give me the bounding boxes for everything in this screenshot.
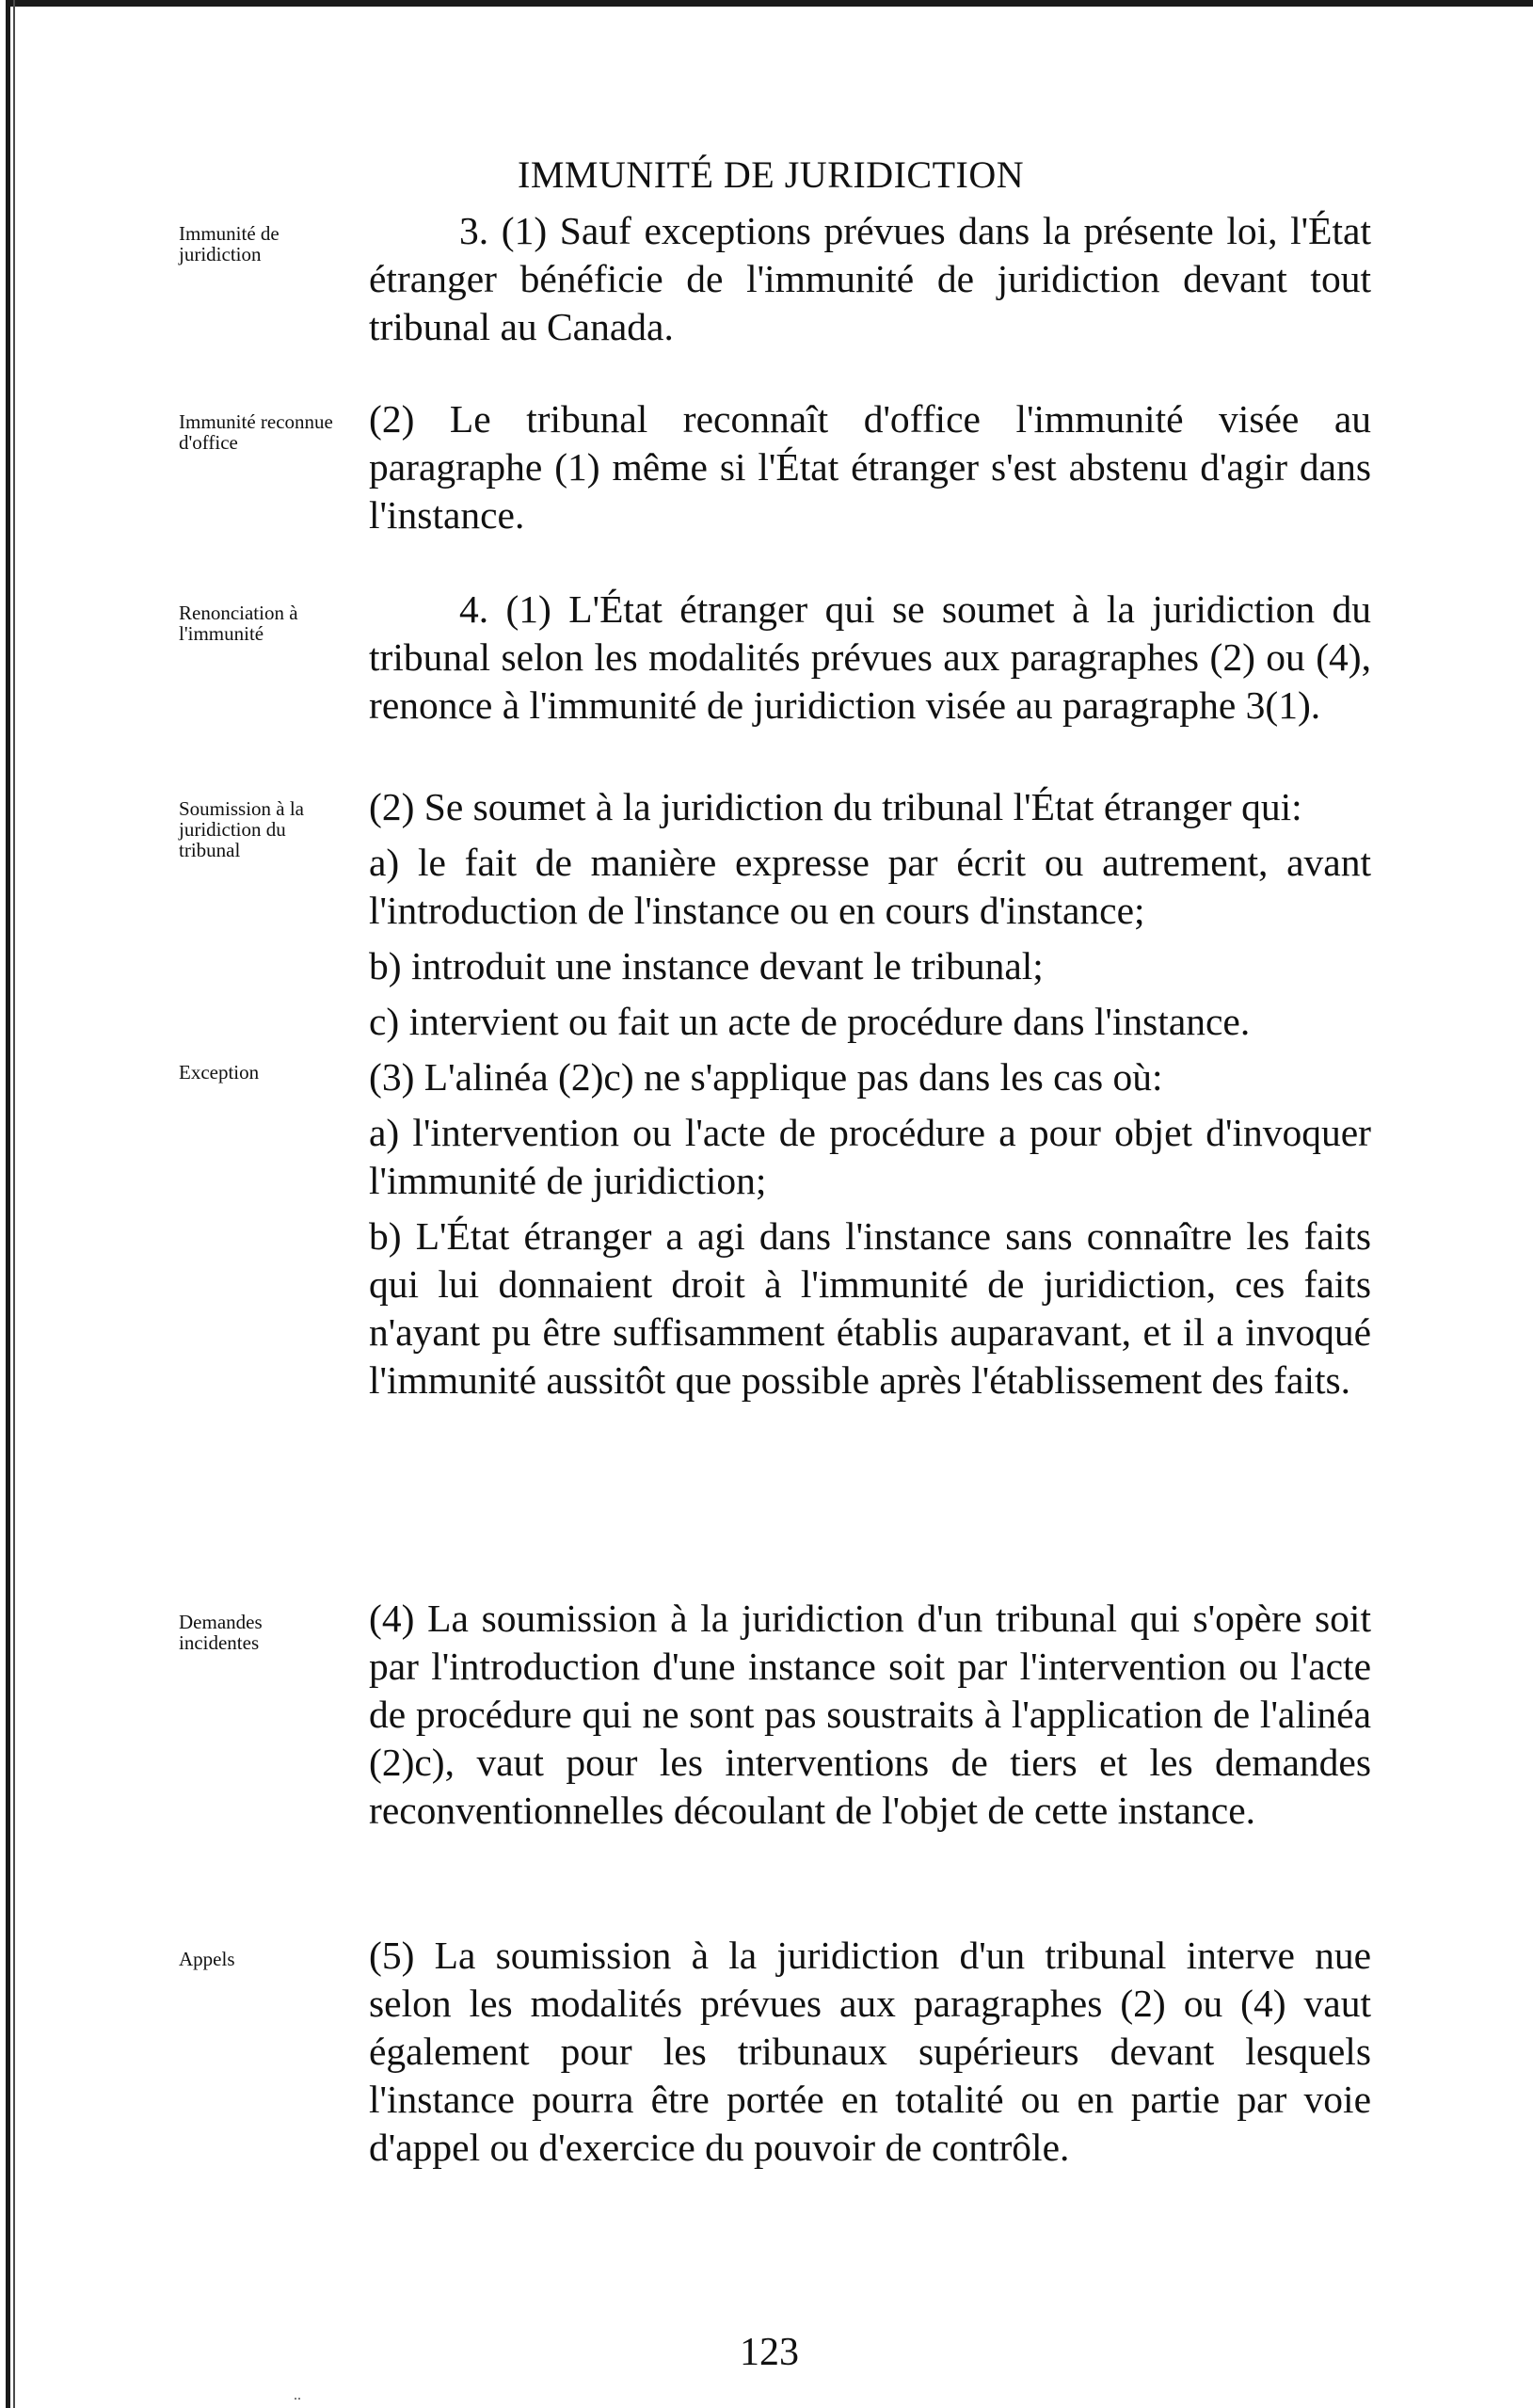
margin-note-soumission: Soumission à la juridiction du tribunal (179, 797, 305, 862)
paragraph-3-2: (2) Le tribunal reconnaît d'office l'immunité visée au paragraphe (1) même si l'État étranger s'est abstenu d'agir dans l'instance. (369, 397, 1371, 537)
section-3-1 (369, 207, 1371, 351)
margin-note-immunite-reconnue: Immunité reconnue d'office (179, 410, 333, 455)
page-number: 123 (740, 2331, 799, 2374)
paragraph-4-2-a: a) le fait de manière expresse par écrit ou autrement, avant l'introduction de l'instance ou en cours d'instance; (369, 841, 1371, 932)
section-3-2 (369, 395, 1371, 539)
margin-note-demandes-incidentes: Demandes incidentes (179, 1611, 263, 1655)
print-speck: .. (294, 2387, 301, 2403)
paragraph-4-4: (4) La soumission à la juridiction d'un tribunal qui s'opère soit par l'introduction d'une instance soit par l'intervention ou l'acte de procédure qui ne sont pas soustraits à l'application de l'alinéa (2)c), vaut pour les interventions de tiers et les demandes reconventionnelles découlant de l'objet de cette instance. (369, 1597, 1371, 1832)
top-border-line (9, 0, 1533, 7)
section-4-1 (369, 586, 1371, 730)
paragraph-4-3-a: a) l'intervention ou l'acte de procédure a pour objet d'invoquer l'immunité de juridiction; (369, 1111, 1371, 1202)
margin-note-exception: Exception (179, 1061, 260, 1084)
paragraph-4-1: 4. (1) L'État étranger qui se soumet à la juridiction du tribunal selon les modalités prévues aux paragraphes (2) ou (4), renonce à l'immunité de juridiction visée au paragraphe 3(1). (369, 587, 1371, 727)
paragraph-4-2: (2) Se soumet à la juridiction du tribunal l'État étranger qui: (369, 785, 1302, 828)
left-binding-edge-inner (13, 0, 15, 2408)
paragraph-3-1: 3. (1) Sauf exceptions prévues dans la présente loi, l'État étranger bénéficie de l'immunité de juridiction devant tout tribunal au Canada. (369, 209, 1371, 348)
margin-note-immunite-de-juridiction: Immunité de juridiction (179, 222, 279, 266)
paragraph-4-2-c: c) intervient ou fait un acte de procédure dans l'instance. (369, 1000, 1251, 1043)
left-binding-edge (6, 0, 10, 2408)
section-4-4 (369, 1595, 1371, 1835)
page-heading: IMMUNITÉ DE JURIDICTION (518, 153, 1025, 196)
paragraph-4-2-b: b) introduit une instance devant le tribunal; (369, 944, 1044, 987)
section-4-5 (369, 1932, 1371, 2172)
section-4-2-to-4-3 (369, 783, 1371, 1405)
paragraph-4-3: (3) L'alinéa (2)c) ne s'applique pas dans les cas où: (369, 1055, 1163, 1099)
paragraph-4-3-b: b) L'État étranger a agi dans l'instance sans connaître les faits qui lui donnaient droit à l'immunité de juridiction, ces faits n'ayant pu être suffisamment établis auparavant, et il a invoqué l'immunité aussitôt que possible après l'établissement des faits. (369, 1214, 1371, 1402)
margin-note-renonciation: Renonciation à l'immunité (179, 602, 298, 646)
paragraph-4-5: (5) La soumission à la juridiction d'un tribunal interve nue selon les modalités prévues aux paragraphes (2) ou (4) vaut également pour les tribunaux supérieurs devant lesquels l'instance pourra être portée en totalité ou en partie par voie d'appel ou d'exercice du pouvoir de contrôle. (369, 1934, 1371, 2169)
margin-note-appels: Appels (179, 1948, 235, 1970)
